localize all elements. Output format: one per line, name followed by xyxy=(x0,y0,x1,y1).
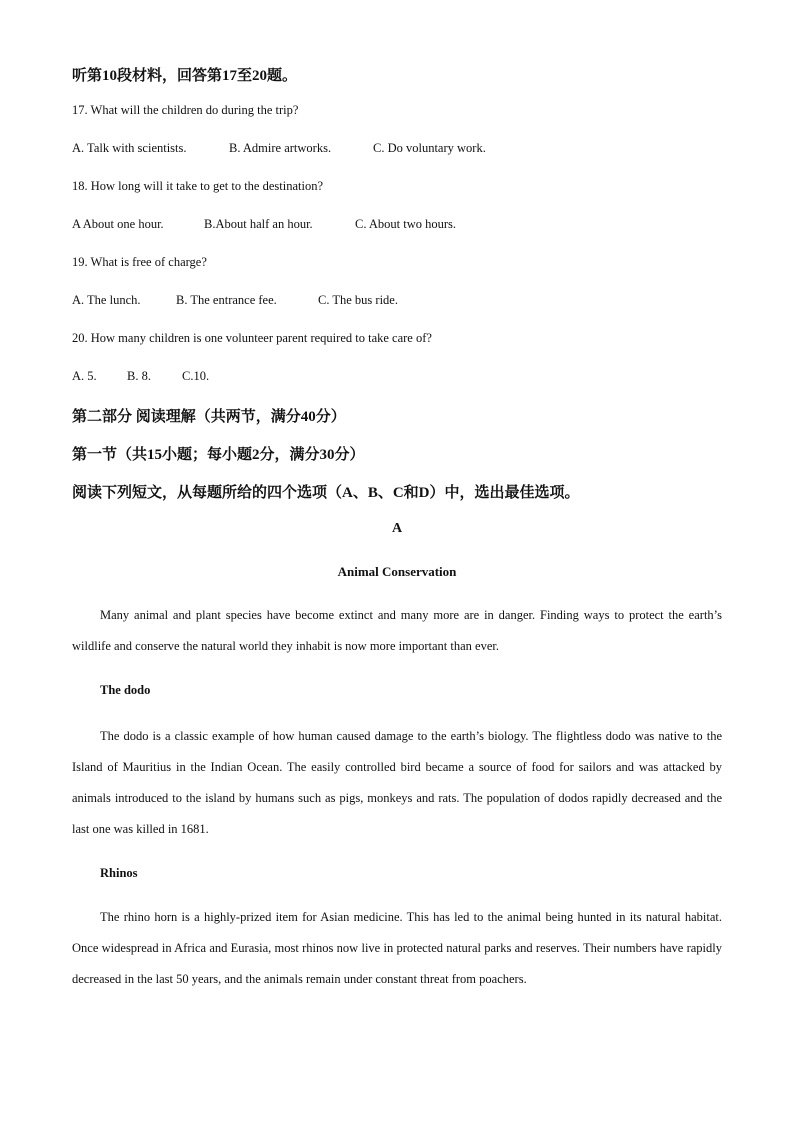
option-b: B.About half an hour. xyxy=(204,217,313,231)
rhino-paragraph: The rhino horn is a highly-prized item for Asian medicine. This has led to the animal being hunted in its natural habitat. Once widespread in Africa and Eurasia, most rhinos now live in protected natural parks and reserves. Their numbers have rapidly decreased in the last 50 years, and the animals remain under constant threat from poachers. xyxy=(72,910,722,986)
intro-paragraph: Many animal and plant species have become extinct and many more are in danger. Finding ways to protect the earth’s wildlife and conserve the natural world they inhabit is now more important than ever. xyxy=(72,608,722,653)
option-c: C. The bus ride. xyxy=(318,293,398,307)
instruction: 阅读下列短文，从每题所给的四个选项（A、B、C和D）中，选出最佳选项。 xyxy=(72,485,580,501)
option-a: A. 5. xyxy=(72,369,97,383)
option-a: A About one hour. xyxy=(72,217,164,231)
dodo-heading: The dodo xyxy=(100,683,151,697)
part2-title: 第二部分 阅读理解（共两节，满分40分） xyxy=(72,409,346,425)
passage-letter: A xyxy=(391,521,403,536)
option-b: B. Admire artworks. xyxy=(229,141,332,155)
option-b: B. The entrance fee. xyxy=(176,293,277,307)
question-17: 17. What will the children do during the trip? xyxy=(72,103,299,117)
option-c: C. Do voluntary work. xyxy=(373,141,486,155)
option-a: A. The lunch. xyxy=(72,293,141,307)
listening-header: 听第10段材料，回答第17至20题。 xyxy=(72,68,298,84)
option-c: C. About two hours. xyxy=(355,217,457,231)
option-c: C.10. xyxy=(182,369,210,383)
question-20: 20. How many children is one volunteer parent required to take care of? xyxy=(72,331,432,345)
options-19 xyxy=(72,293,398,308)
options-18 xyxy=(72,217,456,232)
dodo-paragraph: The dodo is a classic example of how human caused damage to the earth’s biology. The flightless dodo was native to the Island of Mauritius in the Indian Ocean. The easily controlled bird became a source of food for sailors and was attacked by animals introduced to the island by humans such as pigs, monkeys and rats. The population of dodos rapidly decreased and the last one was killed in 1681. xyxy=(72,729,722,836)
option-b: B. 8. xyxy=(127,369,151,383)
options-17 xyxy=(72,141,486,156)
question-19: 19. What is free of charge? xyxy=(72,255,207,269)
rhino-heading: Rhinos xyxy=(100,866,138,880)
question-18: 18. How long will it take to get to the destination? xyxy=(72,179,324,193)
section1-title: 第一节（共15小题；每小题2分，满分30分） xyxy=(72,447,365,463)
options-20 xyxy=(72,369,209,384)
option-a: A. Talk with scientists. xyxy=(72,141,187,155)
passage-title: Animal Conservation xyxy=(337,564,457,579)
